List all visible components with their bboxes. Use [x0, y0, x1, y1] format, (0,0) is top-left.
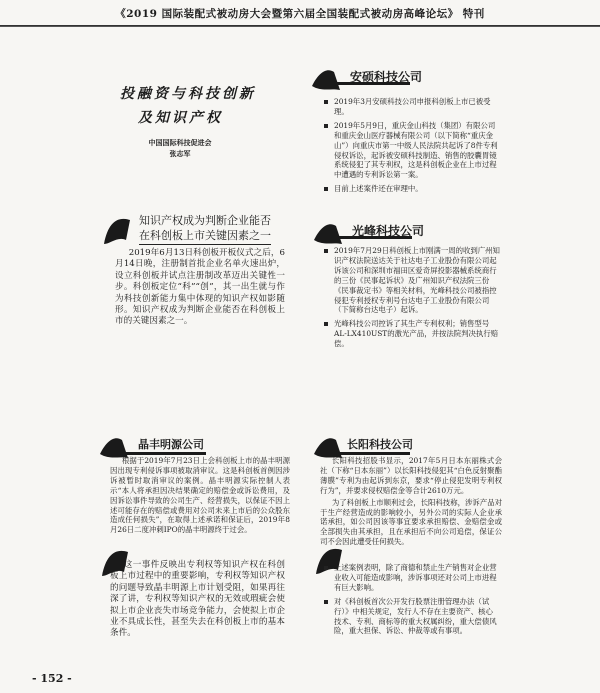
intro-org: 中国国际科技促进会 — [148, 138, 212, 147]
changyang-text-1: 长阳科技招股书显示，2017年5月日本东丽株式会社（下称“日本东丽”）以长阳科技侵犯其“白色反射聚酯薄膜”专利为由起诉到东京，要求“停止侵犯发明专利权行为”，并要求侵权赔偿金等合计2610万元。 — [320, 456, 502, 495]
jingchen-title: 晶丰明源公司 — [138, 438, 204, 451]
reflect-text: 这一事件反映出专利权等知识产权在科创板上市过程中的重要影响，专利权等知识产权的问题导致晶丰明源上市计划受阻，如果再往深了讲，专利权等知识产权的无效或瑕疵会使拟上市企业丧失市场竞争能力，会使拟上市企业不具成长性，甚至失去在科创板上市的基本条件。 — [110, 560, 285, 639]
list-item: 上述案例表明，除了商德和禁止生产销售对企业营业收入可能造成影响，涉诉事项还对公司上市进程有巨大影响。 — [322, 563, 500, 593]
intro-title-line1: 投融资与科技创新 — [120, 86, 256, 102]
list-item: 光峰科技公司控诉了其生产专利权利；销售型号AL-LX410UST的激光产品，并按法院判决执行赔偿。 — [322, 319, 500, 349]
ipr-text: 2019年6月13日科创板开板仪式之后，6月14日晚，注册制首批企业名单火速出炉，设立科创板并试点注册制改革迈出关键性一步。科创板定位“科”“创”，其一出生就与作为科技创新能力集中体现的知识产权如影随形。知识产权成为判断企业能否在科创板上市的关键因素之一。 — [115, 248, 285, 327]
header-divider — [0, 26, 600, 27]
brush-stroke-icon — [100, 210, 140, 250]
changyang-paragraphs — [320, 456, 502, 549]
intro-author: 张志军 — [169, 149, 191, 158]
ipr-paragraph — [115, 248, 285, 328]
anke-bullets — [322, 97, 500, 198]
anke-title: 安硕科技公司 — [350, 70, 423, 84]
jingchen-text: 根据于2019年7月23日上会科创板上市的晶丰明源因出现专利侵诉事项被取消审议。这是科创板首例因涉诉被暂时取消审议的案例。晶丰明源实际控制人表示“本人将承担因决结果确定的赔偿金或诉讼费用，及因诉讼事件导致的公司生产、经营损失，以保证不因上述可能存在的赔偿或费用对公司未来上市后的公众股东造成任何损失”，在取得上述承诺和保证后，2019年8月26日二度冲刺IPO的晶丰明源终于过会。 — [110, 456, 290, 535]
changyang-text-2: 为了科创板上市顺利过会，长阳科技称，涉诉产品对于生产经营造成的影响较小，另外公司的实际人企业承诺承担，如公司因该等事宜要求承担赔偿、金赔偿金或全部损失由其承担，且在承担后不向公司追偿，保证公司不会因此遭受任何损失。 — [320, 497, 502, 547]
header-title: 《2019 国际装配式被动房大会暨第六届全国装配式被动房高峰论坛》 特刊 — [0, 6, 600, 26]
changyang-title: 长阳科技公司 — [347, 438, 413, 451]
summary-bullets — [322, 563, 500, 640]
list-item: 对《科创板首次公开发行股票注册管理办法（试行）》中相关规定，发行人不存在主要资产、核心技术、专利、商标等的重大权属纠纷，重大偿债风险，重大担保、诉讼、仲裁等或有事项。 — [322, 597, 500, 637]
ipr-title-line2: 在科创板上市关键因素之一 — [139, 227, 271, 245]
guangfeng-bullets — [322, 246, 500, 353]
reflect-paragraph — [110, 560, 285, 640]
jingchen-paragraph — [110, 456, 290, 537]
list-item: 2019年7月29日科创板上市刚满一周的收到广州知识产权法院送达关于社达电子工业股份有限公司起诉该公司和深圳市福田区爱奇屏投影器械系统商行的三份《民事起诉状》及广州知识产权法院三份《民事裁定书》等相关材料，光峰科技公司被指控侵犯专利授权专利号台达电子工业股份有限公司（下简称台达电子）起诉。 — [322, 246, 500, 315]
list-item: 2019年3月安硕科技公司申报科创板上市已被受理。 — [322, 97, 500, 117]
ipr-title-line1: 知识产权成为判断企业能否 — [139, 214, 271, 227]
list-item: 目前上述案件还在审理中。 — [322, 184, 500, 194]
guangfeng-title: 光峰科技公司 — [352, 224, 425, 238]
intro-title-line2: 及知识产权 — [138, 110, 223, 126]
list-item: 2019年5月9日，重庆金山科技（集团）有限公司和重庆金山医疗器械有限公司（以下简称“重庆金山”）向重庆市第一中级人民法院共起诉了8件专利侵权诉讼，起诉被安硕科技制造、销售的胶囊胃镜系统侵犯了其专利权，这是科创板企业在上市过程中遭遇的专利诉讼第一案。 — [322, 121, 500, 180]
intro-block — [120, 82, 280, 130]
page-number: - 152 - — [32, 672, 72, 685]
